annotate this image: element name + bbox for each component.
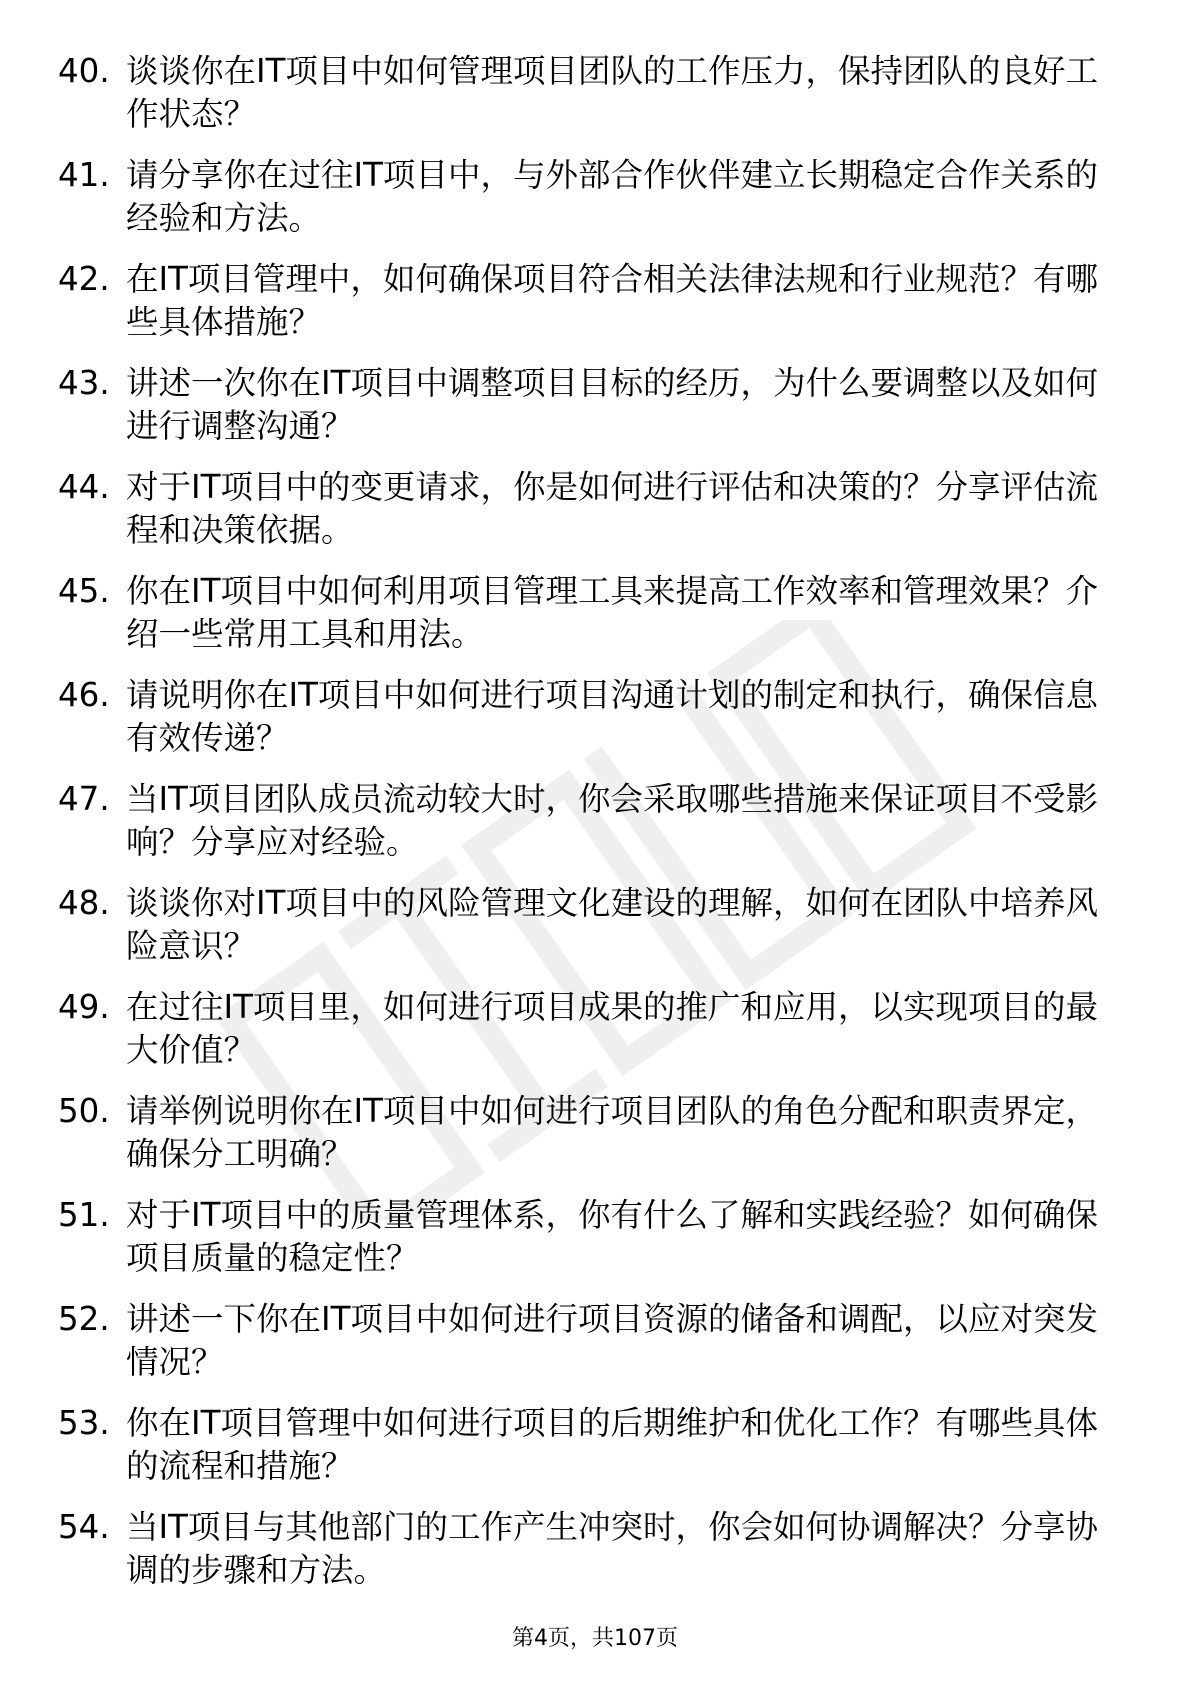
question-number: 51. [58, 1196, 110, 1234]
question-number: 41. [58, 156, 110, 194]
question-number: 44. [58, 468, 110, 506]
question-text: 当IT项目与其他部门的工作产生冲突时，你会如何协调解决？分享协调的步骤和方法。 [126, 1508, 1098, 1589]
question-text: 在过往IT项目里，如何进行项目成果的推广和应用，以实现项目的最大价值？ [126, 988, 1098, 1069]
question-item [58, 1402, 1118, 1506]
question-number: 49. [58, 988, 110, 1026]
question-text: 你在IT项目中如何利用项目管理工具来提高工作效率和管理效果？介绍一些常用工具和用法。 [126, 572, 1098, 653]
question-text: 对于IT项目中的质量管理体系，你有什么了解和实践经验？如何确保项目质量的稳定性？ [126, 1196, 1098, 1277]
question-number: 50. [58, 1092, 110, 1130]
question-number: 54. [58, 1508, 110, 1546]
question-item [58, 570, 1118, 674]
question-number: 42. [58, 260, 110, 298]
question-number: 40. [58, 52, 110, 90]
question-item [58, 674, 1118, 778]
question-item [58, 882, 1118, 986]
question-text: 对于IT项目中的变更请求，你是如何进行评估和决策的？分享评估流程和决策依据。 [126, 468, 1098, 549]
question-item [58, 466, 1118, 570]
question-number: 53. [58, 1404, 110, 1442]
question-item [58, 50, 1118, 154]
question-item [58, 1194, 1118, 1298]
question-number: 52. [58, 1300, 110, 1338]
question-text: 在IT项目管理中，如何确保项目符合相关法律法规和行业规范？有哪些具体措施？ [126, 260, 1098, 341]
question-item [58, 986, 1118, 1090]
question-item [58, 1298, 1118, 1402]
question-item [58, 154, 1118, 258]
question-item [58, 778, 1118, 882]
question-text: 你在IT项目管理中如何进行项目的后期维护和优化工作？有哪些具体的流程和措施？ [126, 1404, 1098, 1485]
question-number: 45. [58, 572, 110, 610]
question-text: 讲述一下你在IT项目中如何进行项目资源的储备和调配，以应对突发情况？ [126, 1300, 1098, 1381]
question-list [58, 50, 1118, 1610]
question-number: 43. [58, 364, 110, 402]
question-item [58, 362, 1118, 466]
question-number: 48. [58, 884, 110, 922]
question-text: 讲述一次你在IT项目中调整项目目标的经历，为什么要调整以及如何进行调整沟通？ [126, 364, 1098, 445]
page-footer: 第4页，共107页 [512, 1626, 678, 1651]
question-text: 谈谈你在IT项目中如何管理项目团队的工作压力，保持团队的良好工作状态？ [126, 52, 1098, 133]
question-item [58, 1090, 1118, 1194]
question-number: 47. [58, 780, 110, 818]
question-item [58, 1506, 1118, 1610]
question-text: 当IT项目团队成员流动较大时，你会采取哪些措施来保证项目不受影响？分享应对经验。 [126, 780, 1098, 861]
question-item [58, 258, 1118, 362]
question-text: 请举例说明你在IT项目中如何进行项目团队的角色分配和职责界定，确保分工明确？ [126, 1092, 1098, 1173]
question-text: 谈谈你对IT项目中的风险管理文化建设的理解，如何在团队中培养风险意识？ [126, 884, 1098, 965]
question-text: 请说明你在IT项目中如何进行项目沟通计划的制定和执行，确保信息有效传递？ [126, 676, 1098, 757]
question-text: 请分享你在过往IT项目中，与外部合作伙伴建立长期稳定合作关系的经验和方法。 [126, 156, 1098, 237]
question-number: 46. [58, 676, 110, 714]
